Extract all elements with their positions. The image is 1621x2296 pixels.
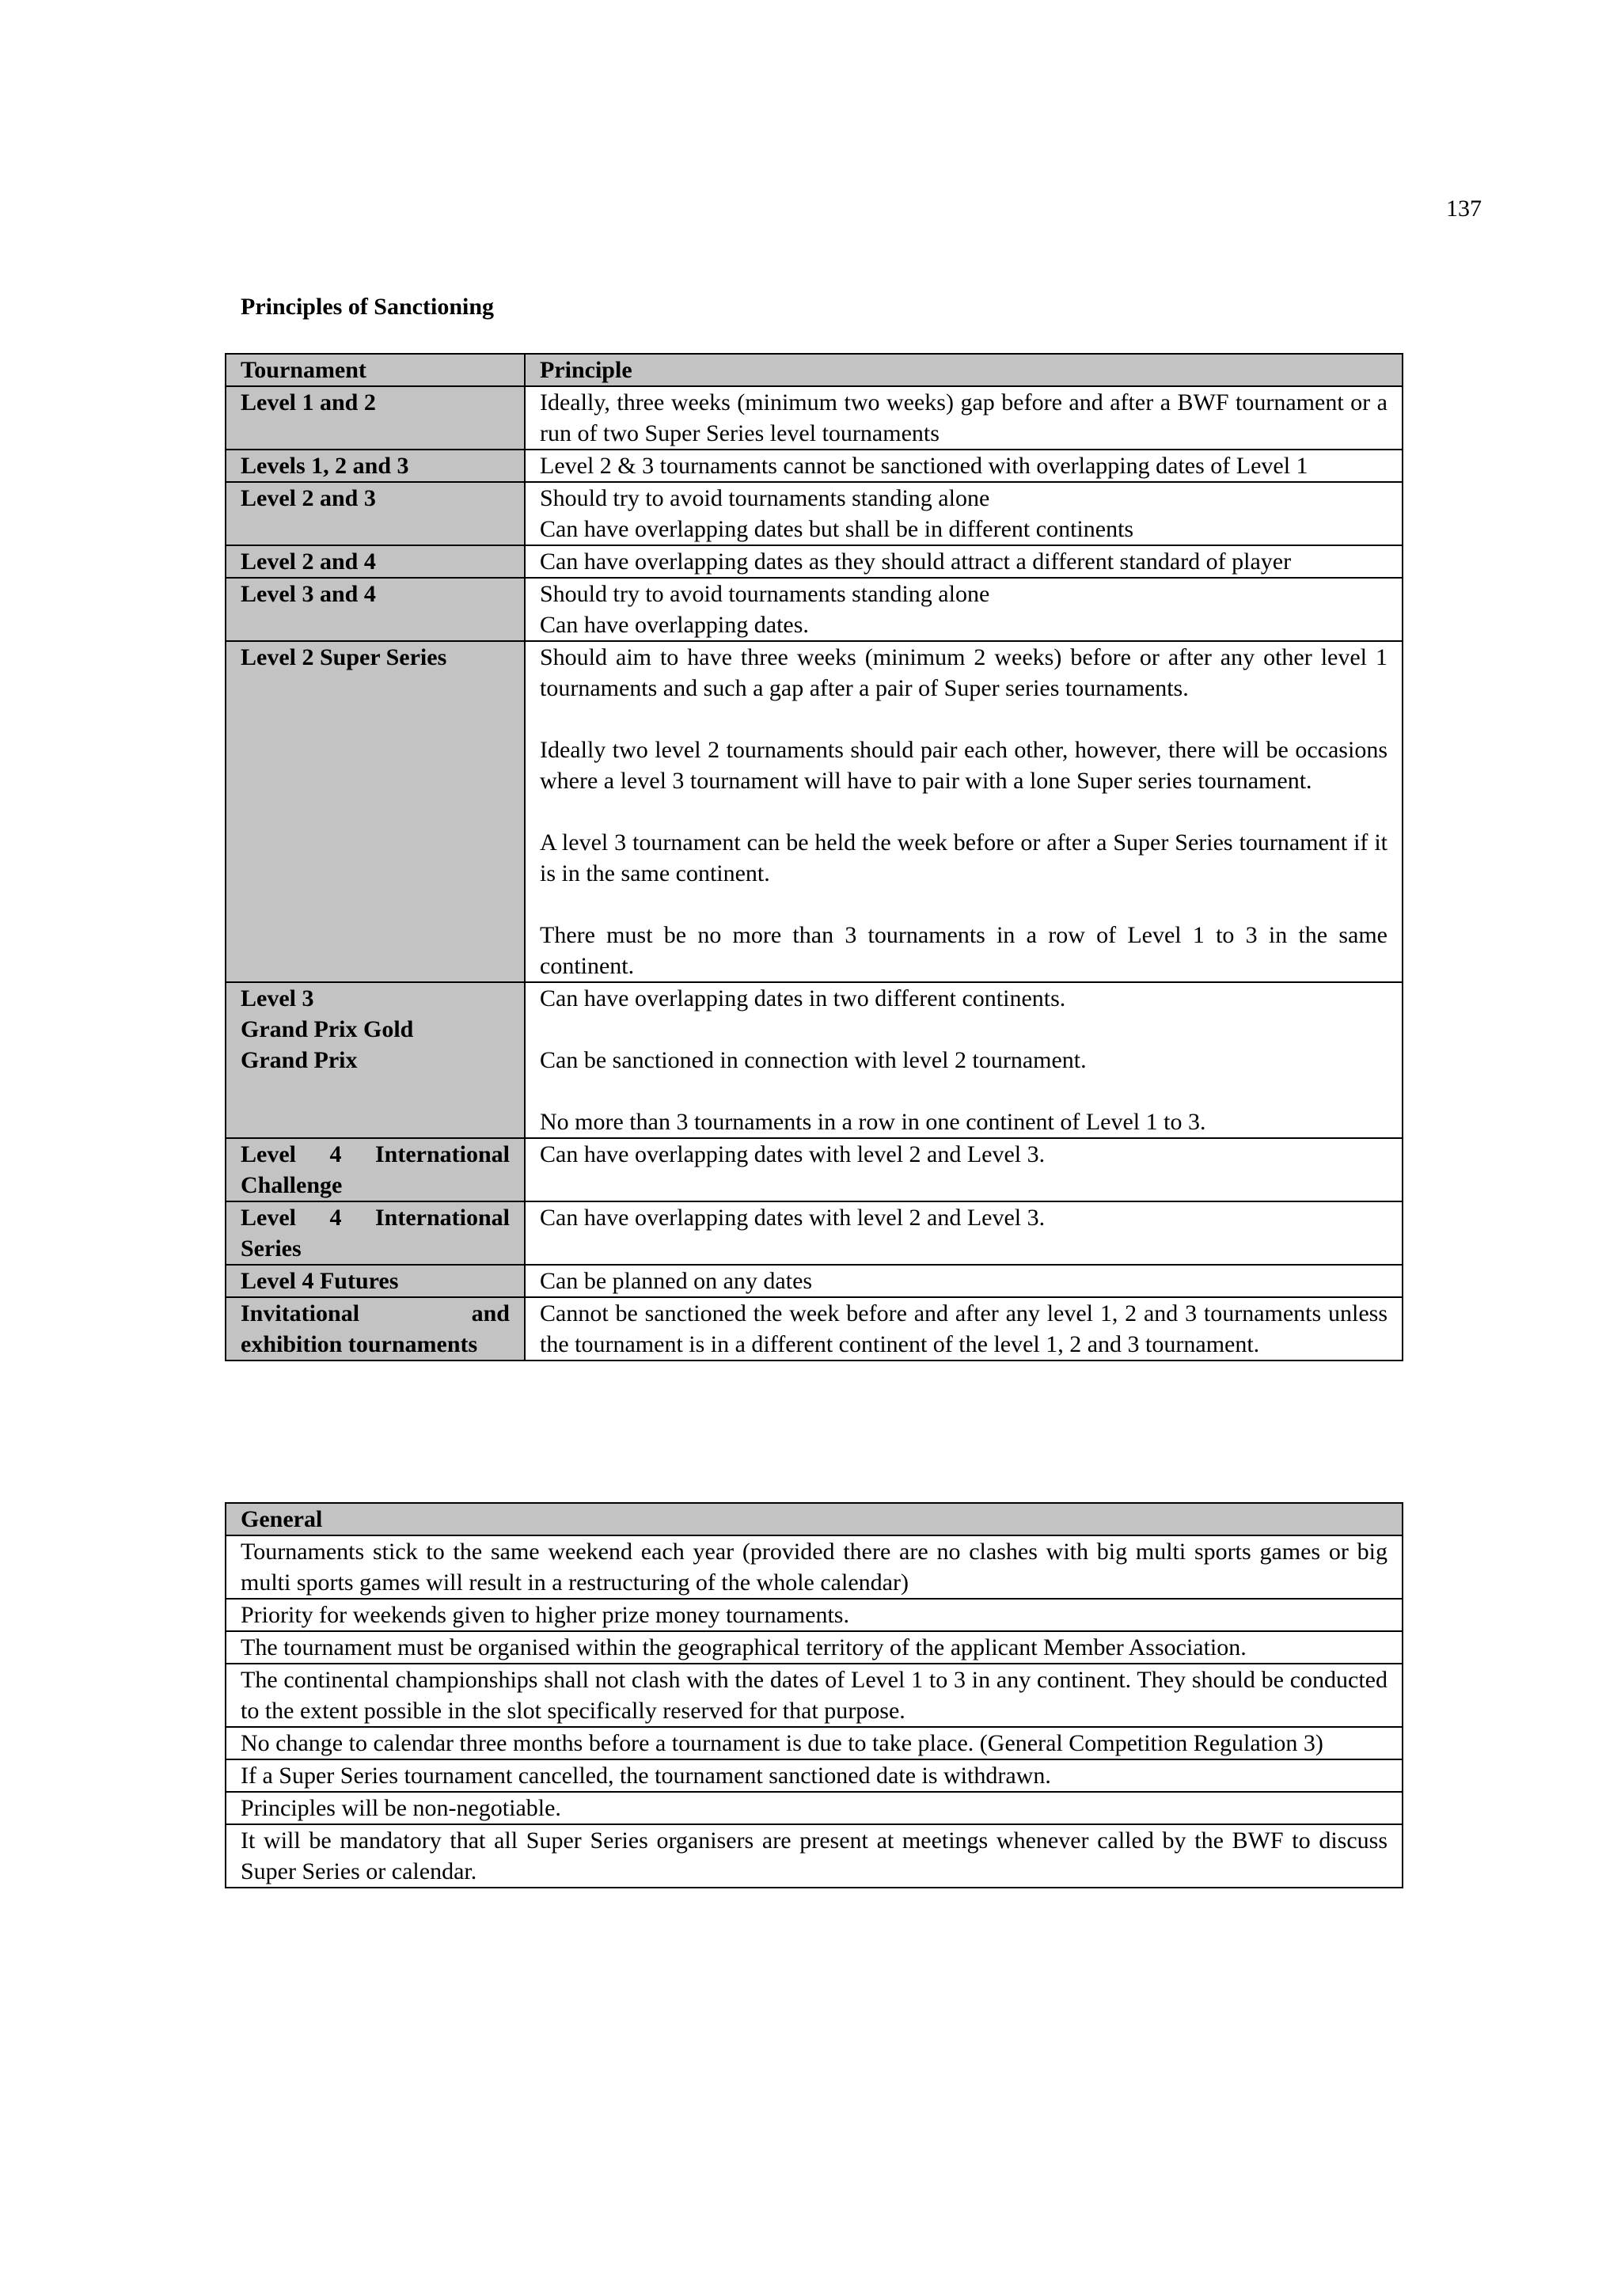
principle-text: No more than 3 tournaments in a row in one continent of Level 1 to 3. [540,1109,1206,1135]
general-table-body [226,1535,1403,1888]
sanctioning-table [225,353,1403,1361]
tournament-cell [226,1138,525,1201]
principle-text [540,704,1388,734]
principle-cell [525,1201,1403,1265]
table-row [226,1631,1403,1664]
tournament-level: Levels 1, 2 and 3 [241,453,409,479]
general-rule-cell: Principles will be non-negotiable. [226,1792,1403,1824]
table-row [226,386,1403,450]
table-row [226,1759,1403,1792]
principle-text [540,1014,1388,1045]
table-header-row [226,354,1403,386]
tournament-cell [226,386,525,450]
tournament-cell [226,578,525,641]
tournament-cell [226,641,525,982]
table-row [226,1297,1403,1361]
principle-text: Should try to avoid tournaments standing alone [540,485,990,511]
tournament-level: Level 2 Super Series [241,644,447,670]
tournament-level: Level 3 [241,985,314,1011]
header-tournament: Tournament [226,354,525,386]
general-rule-cell: The tournament must be organised within the geographical territory of the applicant Member Association. [226,1631,1403,1664]
tournament-level: Level 2 and 3 [241,485,376,511]
header-general: General [226,1503,1403,1535]
table-row [226,482,1403,545]
tournament-level: Grand Prix [241,1047,358,1073]
general-table [225,1502,1403,1888]
principle-text: A level 3 tournament can be held the week before or after a Super Series tournament if it is in the same continent. [540,829,1388,886]
tournament-cell [226,1297,525,1361]
principle-cell [525,1138,1403,1201]
principle-text [540,889,1388,920]
principle-cell [525,982,1403,1138]
general-rule-cell: Tournaments stick to the same weekend each year (provided there are no clashes with big multi sports games or big multi sports games will result in a restructuring of the whole calendar) [226,1535,1403,1599]
tournament-cell [226,450,525,482]
tournament-cell [226,1265,525,1297]
table-row [226,1535,1403,1599]
principle-text: Level 2 & 3 tournaments cannot be sanctioned with overlapping dates of Level 1 [540,453,1308,479]
table-row [226,1138,1403,1201]
tournament-cell [226,1201,525,1265]
table-row [226,1599,1403,1631]
principle-cell [525,450,1403,482]
table-row [226,578,1403,641]
principle-cell [525,386,1403,450]
table-row [226,1664,1403,1727]
tournament-cell [226,545,525,578]
principle-text: Can have overlapping dates with level 2 and Level 3. [540,1205,1046,1231]
general-rule-cell: Priority for weekends given to higher prize money tournaments. [226,1599,1403,1631]
tournament-cell [226,982,525,1138]
tournament-level: Invitational and exhibition tournaments [241,1300,510,1357]
principle-text: Can have overlapping dates but shall be in different continents [540,516,1134,542]
table-row [226,641,1403,982]
tournament-level: Level 4 International Series [241,1205,510,1262]
table-row [226,450,1403,482]
table-row [226,1265,1403,1297]
table-row [226,982,1403,1138]
principle-text: Ideally two level 2 tournaments should pair each other, however, there will be occasions where a level 3 tournament will have to pair with a lone Super series tournament. [540,737,1388,794]
tournament-level: Grand Prix Gold [241,1016,414,1042]
tournament-level: Level 1 and 2 [241,389,376,416]
principle-cell [525,578,1403,641]
principle-text: Can have overlapping dates as they should attract a different standard of player [540,548,1292,575]
principle-text: There must be no more than 3 tournaments in a row of Level 1 to 3 in the same continent. [540,922,1388,979]
sanctioning-table-body [226,386,1403,1361]
table-row [226,1792,1403,1824]
table-row [226,1824,1403,1888]
table-row [226,1201,1403,1265]
principle-cell [525,545,1403,578]
principle-cell [525,1265,1403,1297]
header-principle: Principle [525,354,1403,386]
principle-text [540,1076,1388,1106]
page-number: 137 [1446,195,1482,222]
table-header-row [226,1503,1403,1535]
principle-text: Can have overlapping dates. [540,612,809,638]
principle-text: Ideally, three weeks (minimum two weeks) gap before and after a BWF tournament or a run of two Super Series level tournaments [540,389,1388,446]
principle-text: Can be planned on any dates [540,1268,813,1294]
principle-text: Cannot be sanctioned the week before and after any level 1, 2 and 3 tournaments unless the tournament is in a different continent of the level 1, 2 and 3 tournament. [540,1300,1388,1357]
general-rule-cell: The continental championships shall not clash with the dates of Level 1 to 3 in any continent. They should be conducted to the extent possible in the slot specifically reserved for that purpose. [226,1664,1403,1727]
principle-text: Should aim to have three weeks (minimum 2 weeks) before or after any other level 1 tournaments and such a gap after a pair of Super series tournaments. [540,644,1388,701]
principle-cell [525,482,1403,545]
principle-cell [525,1297,1403,1361]
principle-text: Can be sanctioned in connection with level 2 tournament. [540,1047,1087,1073]
principle-text: Should try to avoid tournaments standing alone [540,581,990,607]
table-row [226,1727,1403,1759]
tournament-level: Level 2 and 4 [241,548,376,575]
tournament-level: Level 4 International Challenge [241,1141,510,1198]
section-heading: Principles of Sanctioning [241,294,495,320]
principle-cell [525,641,1403,982]
principle-text [540,796,1388,827]
table-row [226,545,1403,578]
general-rule-cell: It will be mandatory that all Super Series organisers are present at meetings whenever called by the BWF to discuss Super Series or calendar. [226,1824,1403,1888]
principle-text: Can have overlapping dates with level 2 and Level 3. [540,1141,1046,1167]
tournament-level: Level 3 and 4 [241,581,376,607]
general-rule-cell: If a Super Series tournament cancelled, the tournament sanctioned date is withdrawn. [226,1759,1403,1792]
tournament-cell [226,482,525,545]
principle-text: Can have overlapping dates in two different continents. [540,985,1066,1011]
tournament-level: Level 4 Futures [241,1268,399,1294]
general-rule-cell: No change to calendar three months before a tournament is due to take place. (General Competition Regulation 3) [226,1727,1403,1759]
